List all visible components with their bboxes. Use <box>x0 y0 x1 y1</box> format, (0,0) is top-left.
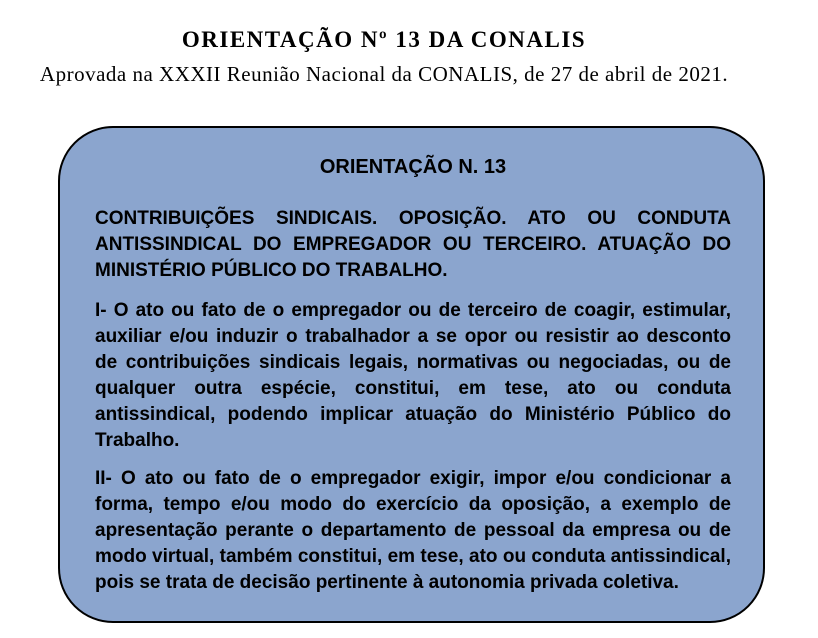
box-paragraph-1: I- O ato ou fato de o empregador ou de terceiro de coagir, estimular, auxiliar e/ou induzir o trabalhador a se opor ou resistir ao desconto de contribuições sindicais legais, normativas ou negociadas, ou de qualquer outra espécie, constitui, em tese, ato ou conduta antissindical, podendo implicar atuação do Ministério Público do Trabalho. <box>95 300 731 451</box>
box-epigraph: CONTRIBUIÇÕES SINDICAIS. OPOSIÇÃO. ATO OU CONDUTA ANTISSINDICAL DO EMPREGADOR OU TERCEIRO. ATUAÇÃO DO MINISTÉRIO PÚBLICO DO TRABALHO. <box>95 208 731 281</box>
document-subtitle: Aprovada na XXXII Reunião Nacional da CONALIS, de 27 de abril de 2021. <box>39 62 729 86</box>
box-heading: ORIENTAÇÃO N. 13 <box>319 156 507 178</box>
orientation-callout-box <box>58 126 765 623</box>
document-title: ORIENTAÇÃO Nº 13 DA CONALIS <box>181 27 587 52</box>
document-header <box>0 0 768 87</box>
box-paragraph-2: II- O ato ou fato de o empregador exigir, impor e/ou condicionar a forma, tempo e/ou modo do exercício da oposição, a exemplo de apresentação perante o departamento de pessoal da empresa ou de modo virtual, também constitui, em tese, ato ou conduta antissindical, pois se trata de decisão pertinente à autonomia privada coletiva. <box>95 468 731 593</box>
